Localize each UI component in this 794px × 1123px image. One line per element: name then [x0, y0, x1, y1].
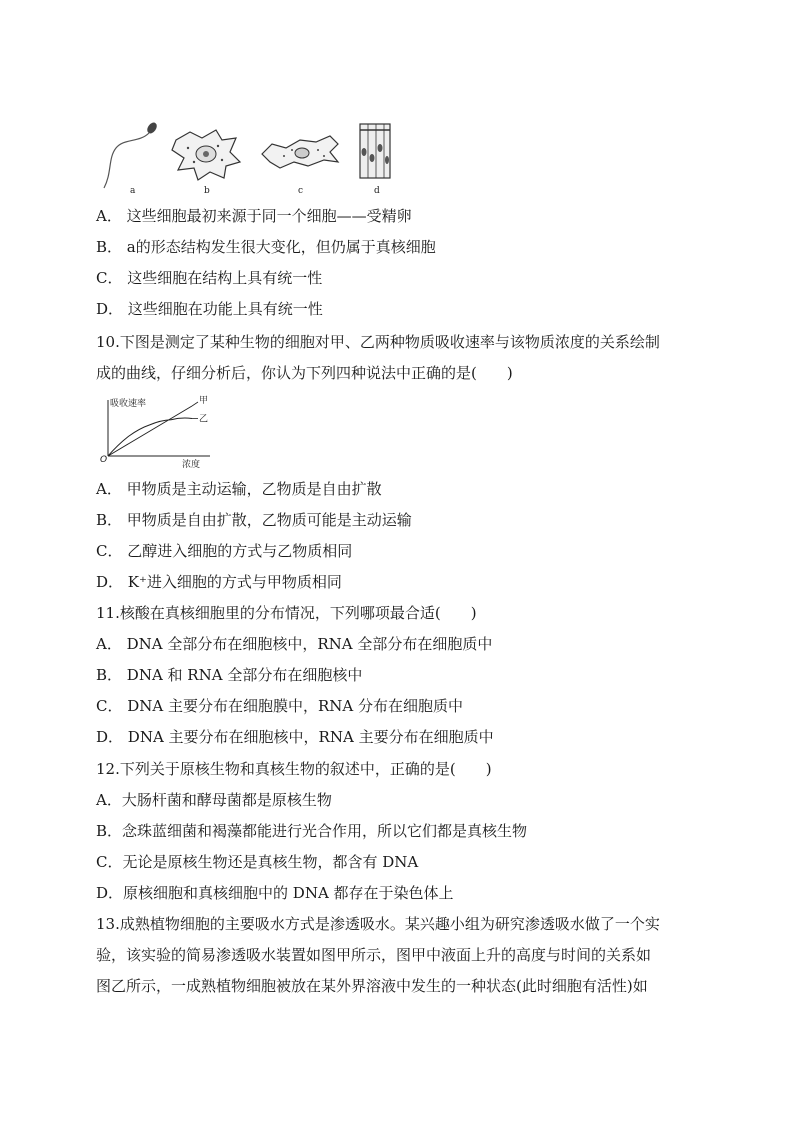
q13-line3: 图乙所示，一成熟植物细胞被放在某外界溶液中发生的一种状态(此时细胞有活性)如: [96, 977, 648, 995]
series-line-1: [108, 406, 192, 456]
figure-label-a: a: [130, 186, 136, 196]
cell-types-figure: [94, 118, 394, 198]
q12-stem: 12.下列关于原核生物和真核生物的叙述中，正确的是( ): [96, 760, 492, 778]
q11-stem: 11.核酸在真核细胞里的分布情况，下列哪项最合适( ): [96, 604, 477, 622]
q11-option-c: C． DNA 主要分布在细胞膜中，RNA 分布在细胞质中: [96, 697, 464, 715]
q12-option-a: A．大肠杆菌和酵母菌都是原核生物: [96, 791, 332, 809]
columnar-tissue-icon: [360, 124, 390, 178]
stellate-cell-icon: [172, 130, 240, 180]
q11-option-a: A． DNA 全部分布在细胞核中，RNA 全部分布在细胞质中: [96, 635, 493, 653]
q12-option-d: D．原核细胞和真核细胞中的 DNA 都存在于染色体上: [96, 884, 454, 902]
q10-option-d: D． K⁺进入细胞的方式与甲物质相同: [96, 573, 342, 591]
series-line-2: [108, 418, 192, 456]
q10-stem-line1: 10.下图是测定了某种生物的细胞对甲、乙两种物质吸收速率与该物质浓度的关系绘制: [96, 333, 660, 351]
q9-option-b: B． a的形态结构发生很大变化，但仍属于真核细胞: [96, 238, 436, 256]
q10-option-c: C． 乙醇进入细胞的方式与乙物质相同: [96, 542, 353, 560]
q13-line2: 验，该实验的简易渗透吸水装置如图甲所示，图甲中液面上升的高度与时间的关系如: [96, 946, 652, 964]
q9-option-a: A． 这些细胞最初来源于同一个细胞——受精卵: [96, 207, 412, 225]
absorption-rate-chart: [98, 394, 216, 470]
figure-label-d: d: [374, 186, 380, 196]
series-leader-1: [192, 402, 198, 406]
series-label-2: 乙: [199, 414, 209, 425]
q9-option-c: C． 这些细胞在结构上具有统一性: [96, 269, 323, 287]
q10-stem-line2: 成的曲线，仔细分析后，你认为下列四种说法中正确的是( ): [96, 364, 513, 382]
series-label-1: 甲: [199, 396, 209, 406]
x-axis-label: 浓度: [182, 460, 201, 470]
q9-option-d: D． 这些细胞在功能上具有统一性: [96, 300, 323, 318]
origin-label: O: [100, 455, 108, 465]
q11-option-b: B． DNA 和 RNA 全部分布在细胞核中: [96, 666, 363, 684]
figure-label-c: c: [298, 186, 304, 196]
q12-option-b: B．念珠蓝细菌和褐藻都能进行光合作用，所以它们都是真核生物: [96, 822, 528, 840]
figure-label-b: b: [204, 186, 210, 196]
q11-option-d: D． DNA 主要分布在细胞核中，RNA 主要分布在细胞质中: [96, 728, 494, 746]
elongated-cell-icon: [262, 136, 338, 168]
q12-option-c: C．无论是原核生物还是真核生物，都含有 DNA: [96, 853, 419, 871]
q10-option-a: A． 甲物质是主动运输，乙物质是自由扩散: [96, 480, 382, 498]
q13-line1: 13.成熟植物细胞的主要吸水方式是渗透吸水。某兴趣小组为研究渗透吸水做了一个实: [96, 915, 660, 933]
sperm-cell-icon: [104, 121, 159, 188]
y-axis-label: 吸收速率: [110, 399, 147, 409]
q10-option-b: B． 甲物质是自由扩散，乙物质可能是主动运输: [96, 511, 412, 529]
